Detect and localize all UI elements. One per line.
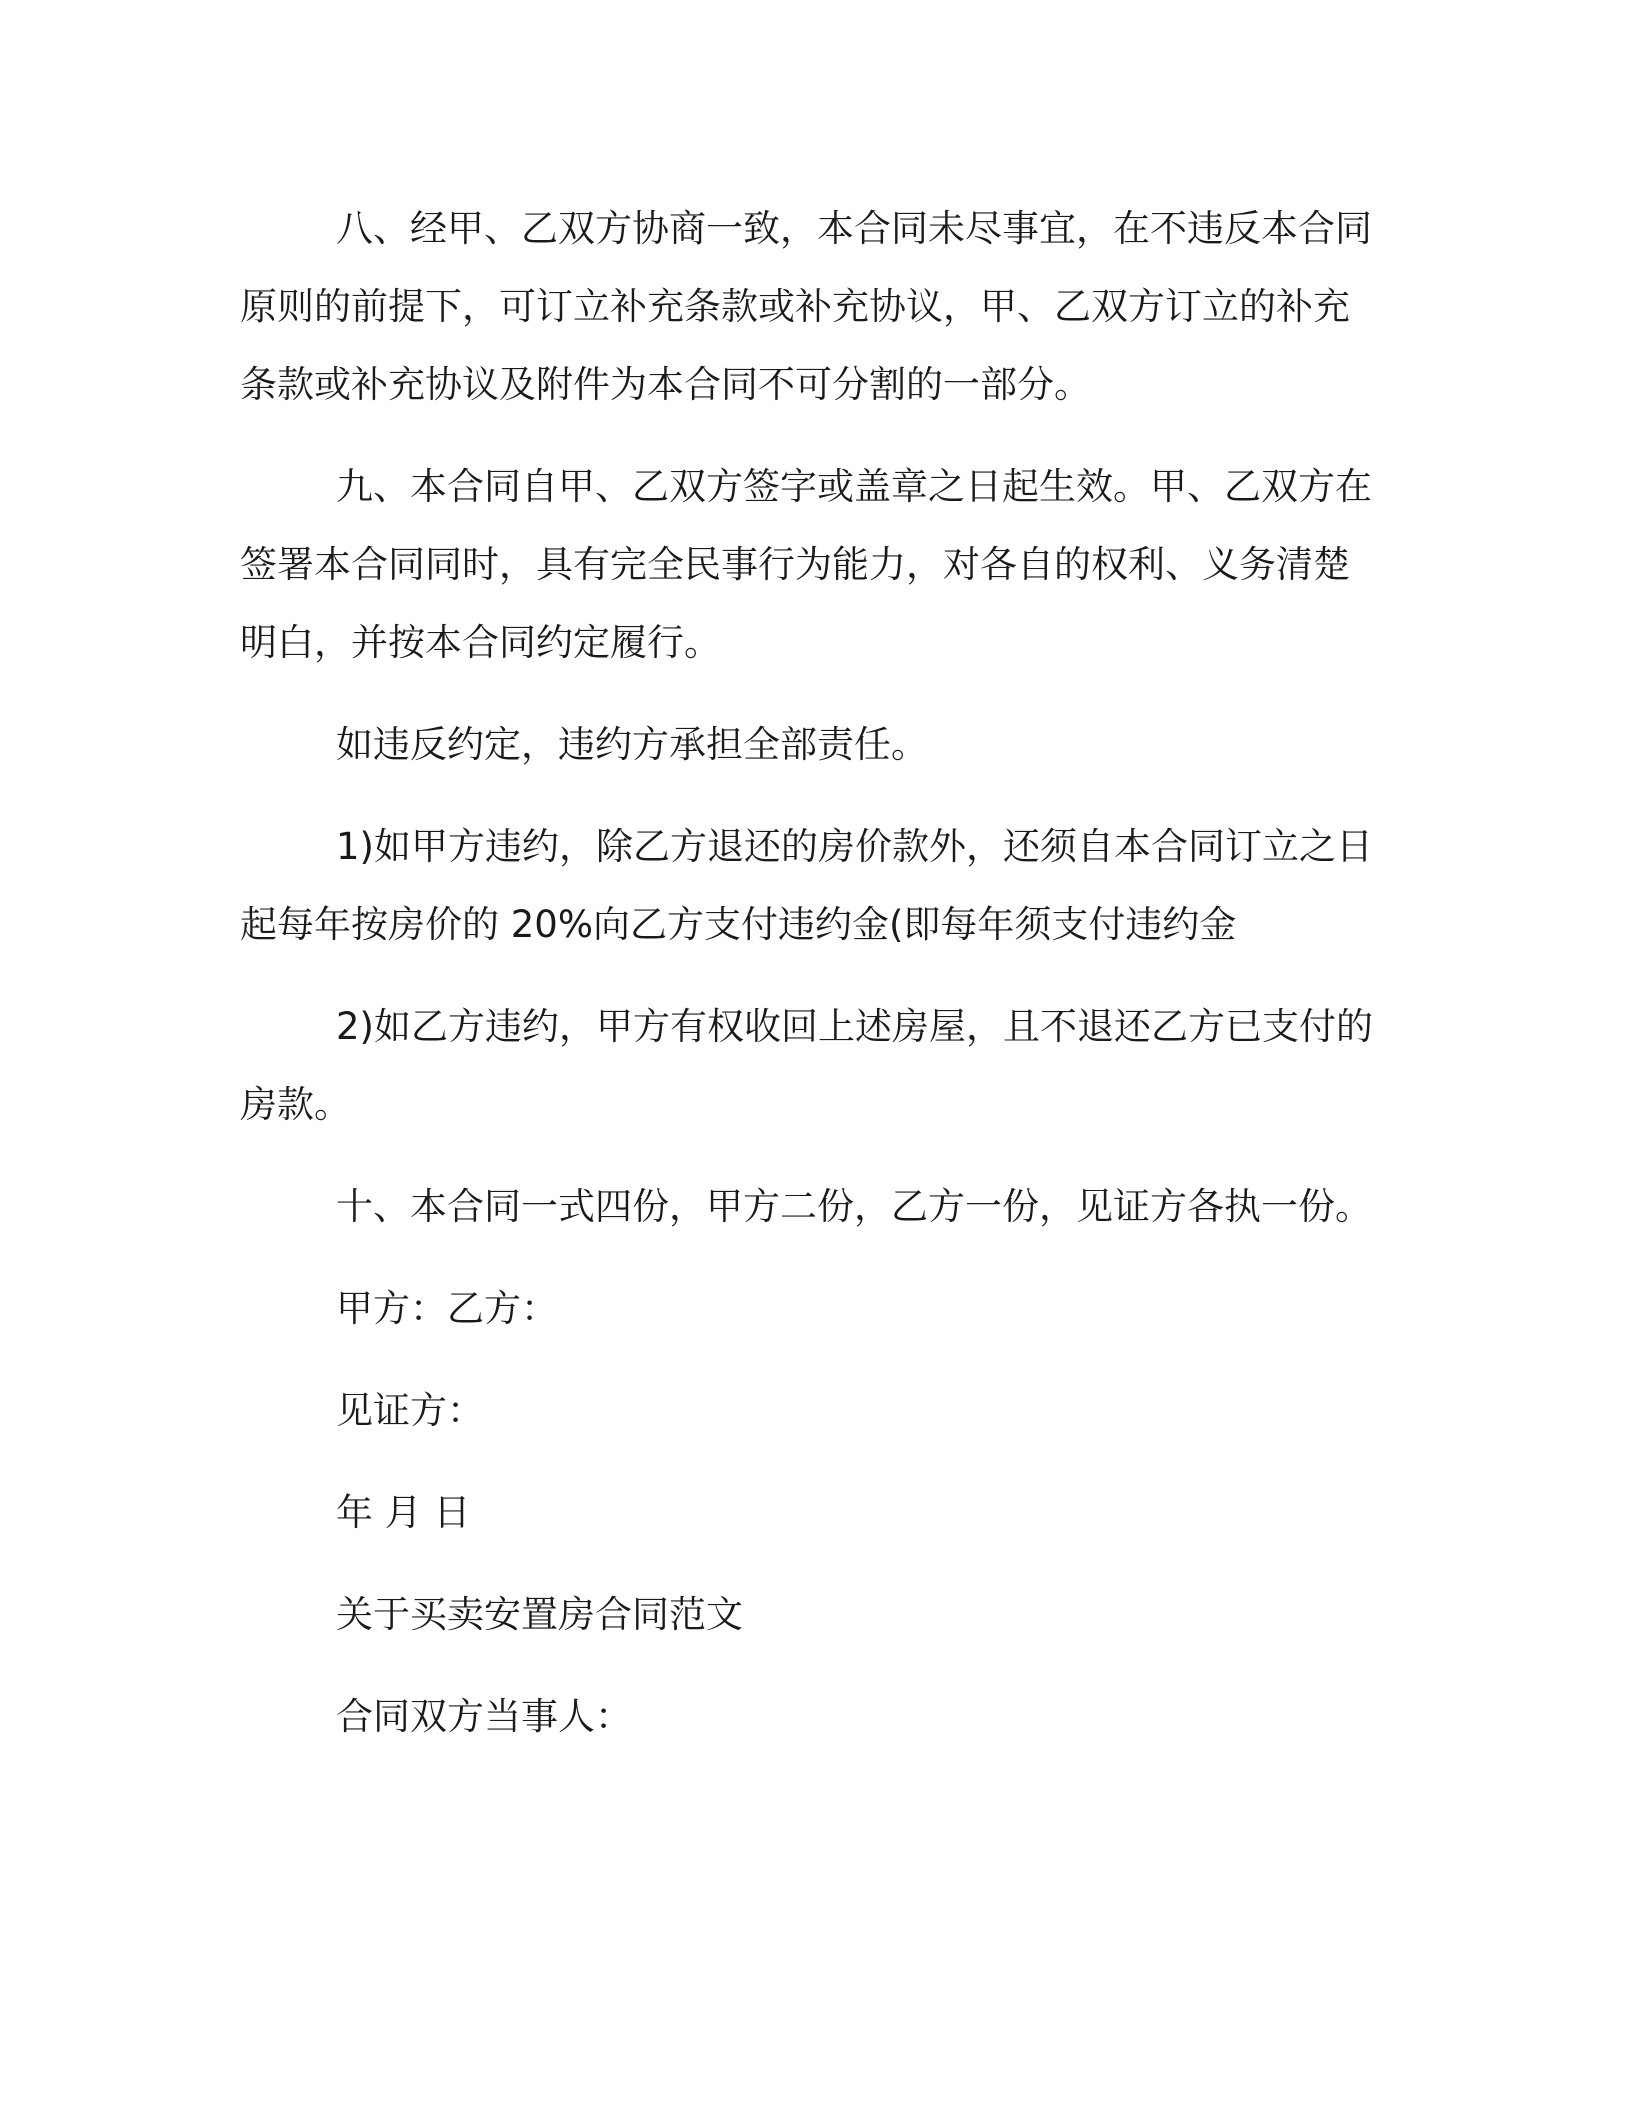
signature-witness: 见证方：: [336, 1389, 484, 1432]
breach-item-2: 2)如乙方违约，甲方有权收回上述房屋，且不退还乙方已支付的 房款。: [240, 1005, 1373, 1126]
breach-item-1: 1)如甲方违约，除乙方退还的房价款外，还须自本合同订立之日 起每年按房价的 20%向乙方支付违约金(即每年须支付违约金: [240, 825, 1373, 946]
clause-9: 九、本合同自甲、乙双方签字或盖章之日起生效。甲、乙双方在 签署本合同同时，具有完全民事行为能力，对各自的权利、义务清楚 明白，并按本合同约定履行。: [240, 465, 1372, 664]
document-page: [240, 190, 1400, 1756]
contract-parties-label: 合同双方当事人：: [336, 1695, 632, 1738]
clause-8: 八、经甲、乙双方协商一致，本合同未尽事宜，在不违反本合同 原则的前提下，可订立补充条款或补充协议，甲、乙双方订立的补充 条款或补充协议及附件为本合同不可分割的一部分。: [240, 207, 1372, 406]
sample-title: 关于买卖安置房合同范文: [336, 1593, 743, 1636]
breach-statement: 如违反约定，违约方承担全部责任。: [336, 723, 928, 766]
signature-date: 年 月 日: [336, 1491, 471, 1534]
signature-parties: 甲方：乙方：: [336, 1287, 558, 1330]
clause-10: 十、本合同一式四份，甲方二份，乙方一份，见证方各执一份。: [336, 1185, 1372, 1228]
